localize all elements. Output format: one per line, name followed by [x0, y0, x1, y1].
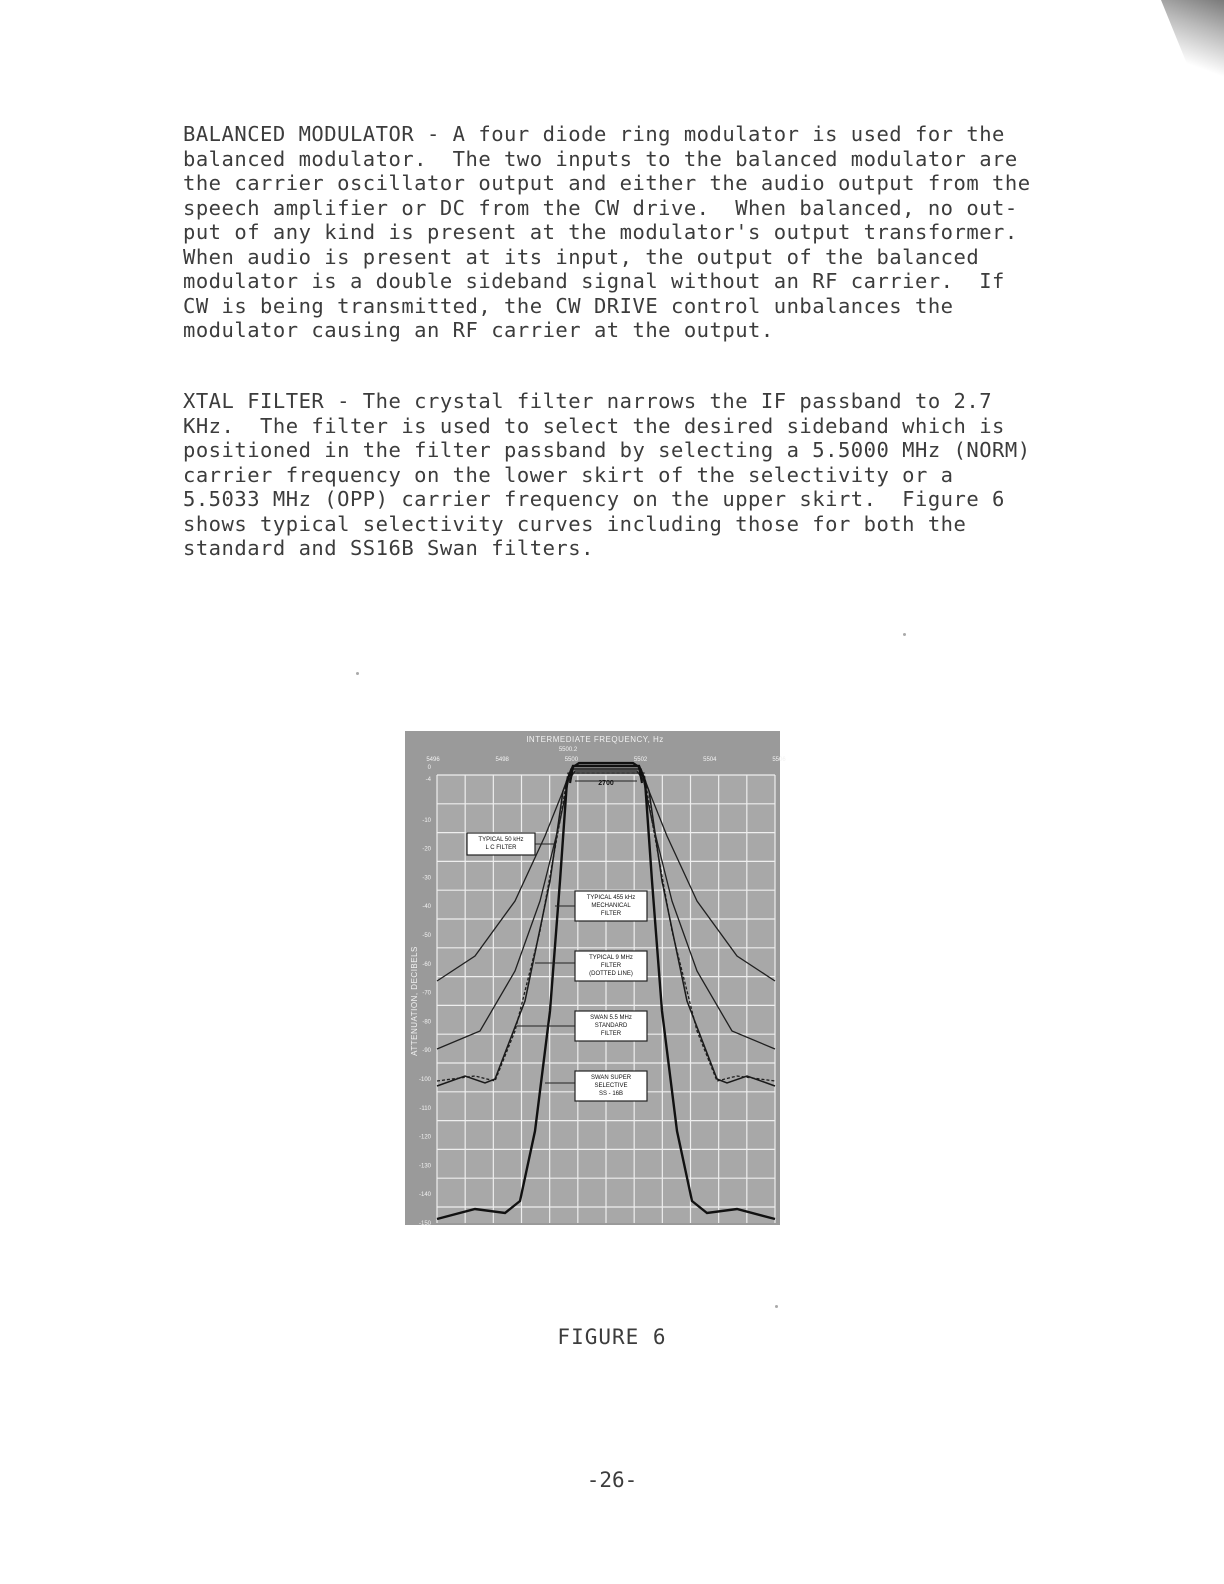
text-line: carrier frequency on the lower skirt of the selectivity or a: [183, 462, 954, 487]
y-tick-label: -140: [418, 1192, 431, 1199]
y-tick-label: -10: [422, 817, 431, 824]
callout-text: SWAN SUPER: [590, 1075, 632, 1081]
x-tick-label: 5498: [495, 757, 509, 763]
y-tick-label: -60: [422, 961, 431, 968]
scan-speck: [903, 633, 906, 636]
text-line: When audio is present at its input, the output of the balanced: [183, 244, 980, 269]
x-axis-title: INTERMEDIATE FREQUENCY, Hz: [526, 735, 664, 744]
y-tick-label: -130: [418, 1163, 431, 1170]
callout-text: STANDARD: [594, 1023, 628, 1029]
y-tick-label: -4: [425, 777, 431, 783]
selectivity-chart: [405, 731, 786, 1227]
text-line: 5.5033 MHz (OPP) carrier frequency on the upper skirt. Figure 6: [183, 487, 1005, 511]
callout-text: SELECTIVE: [594, 1083, 628, 1089]
text-line: put of any kind is present at the modulator's output transformer.: [183, 220, 1018, 244]
text-line: XTAL FILTER - The crystal filter narrows the IF passband to 2.7: [183, 389, 993, 413]
y-tick-label: -90: [422, 1048, 431, 1055]
y-tick-label: -70: [422, 990, 431, 997]
text-line: the carrier oscillator output and either the audio output from the: [183, 171, 1031, 195]
callout-text: TYPICAL 50 kHz: [478, 837, 524, 843]
y-tick-label: 0: [427, 765, 431, 771]
page-number: -26-: [586, 1468, 638, 1492]
text-line: modulator is a double sideband signal without an RF carrier. If: [183, 269, 1005, 293]
y-tick-label: -120: [418, 1134, 431, 1141]
text-line: BALANCED MODULATOR - A four diode ring modulator is used for the: [183, 122, 1005, 146]
scan-speck: [775, 1305, 778, 1308]
y-tick-label: -80: [422, 1019, 431, 1026]
scan-speck: [356, 672, 359, 675]
text-line: positioned in the filter passband by selecting a 5.5000 MHz (NORM): [183, 438, 1031, 462]
balanced-modulator-paragraph: [183, 122, 1143, 343]
y-tick-label: -150: [418, 1221, 431, 1227]
x-tick-label: 5504: [703, 757, 717, 763]
callout-text: SWAN 5.5 MHz: [590, 1015, 632, 1021]
text-line: balanced modulator. The two inputs to the balanced modulator are: [183, 146, 1018, 171]
selectivity-curves-figure: [405, 731, 786, 1227]
bandwidth-label: 2700: [598, 780, 614, 787]
callout-text: SS - 16B: [598, 1091, 624, 1097]
y-tick-label: -30: [422, 875, 431, 882]
y-tick-label: -20: [422, 846, 431, 853]
callout-text: (DOTTED LINE): [589, 971, 633, 977]
center-frequency-label: 5500.2: [558, 747, 578, 753]
y-tick-label: -110: [419, 1105, 431, 1112]
text-line: CW is being transmitted, the CW DRIVE control unbalances the: [183, 293, 954, 318]
y-tick-label: -50: [422, 933, 431, 939]
callout-text: FILTER: [600, 911, 622, 917]
text-line: KHz. The filter is used to select the desired sideband which is: [183, 413, 1005, 438]
x-tick-label: 5500: [564, 757, 579, 763]
callout-text: FILTER: [600, 1031, 622, 1037]
y-tick-label: -100: [418, 1077, 431, 1083]
x-tick-label: 5506: [772, 757, 786, 763]
figure-caption: FIGURE 6: [557, 1325, 667, 1349]
text-line: speech amplifier or DC from the CW drive. When balanced, no out-: [183, 195, 1018, 220]
callout-text: L C FILTER: [485, 845, 517, 851]
callout-text: TYPICAL 455 kHz: [586, 895, 636, 901]
text-line: modulator causing an RF carrier at the output.: [183, 318, 774, 342]
xtal-filter-paragraph: [183, 389, 1143, 561]
callout-text: FILTER: [600, 963, 622, 969]
x-tick-label: 5496: [426, 757, 440, 763]
y-axis-title: ATTENUATION, DECIBELS: [410, 946, 419, 1056]
page-corner-shadow: [1134, 0, 1224, 160]
x-tick-label: 5502: [633, 757, 648, 763]
text-line: standard and SS16B Swan filters.: [183, 536, 594, 560]
callout-text: TYPICAL 9 MHz: [589, 955, 633, 961]
y-tick-label: -40: [422, 904, 431, 911]
callout-text: MECHANICAL: [591, 903, 631, 909]
text-line: shows typical selectivity curves including those for both the: [183, 511, 967, 536]
